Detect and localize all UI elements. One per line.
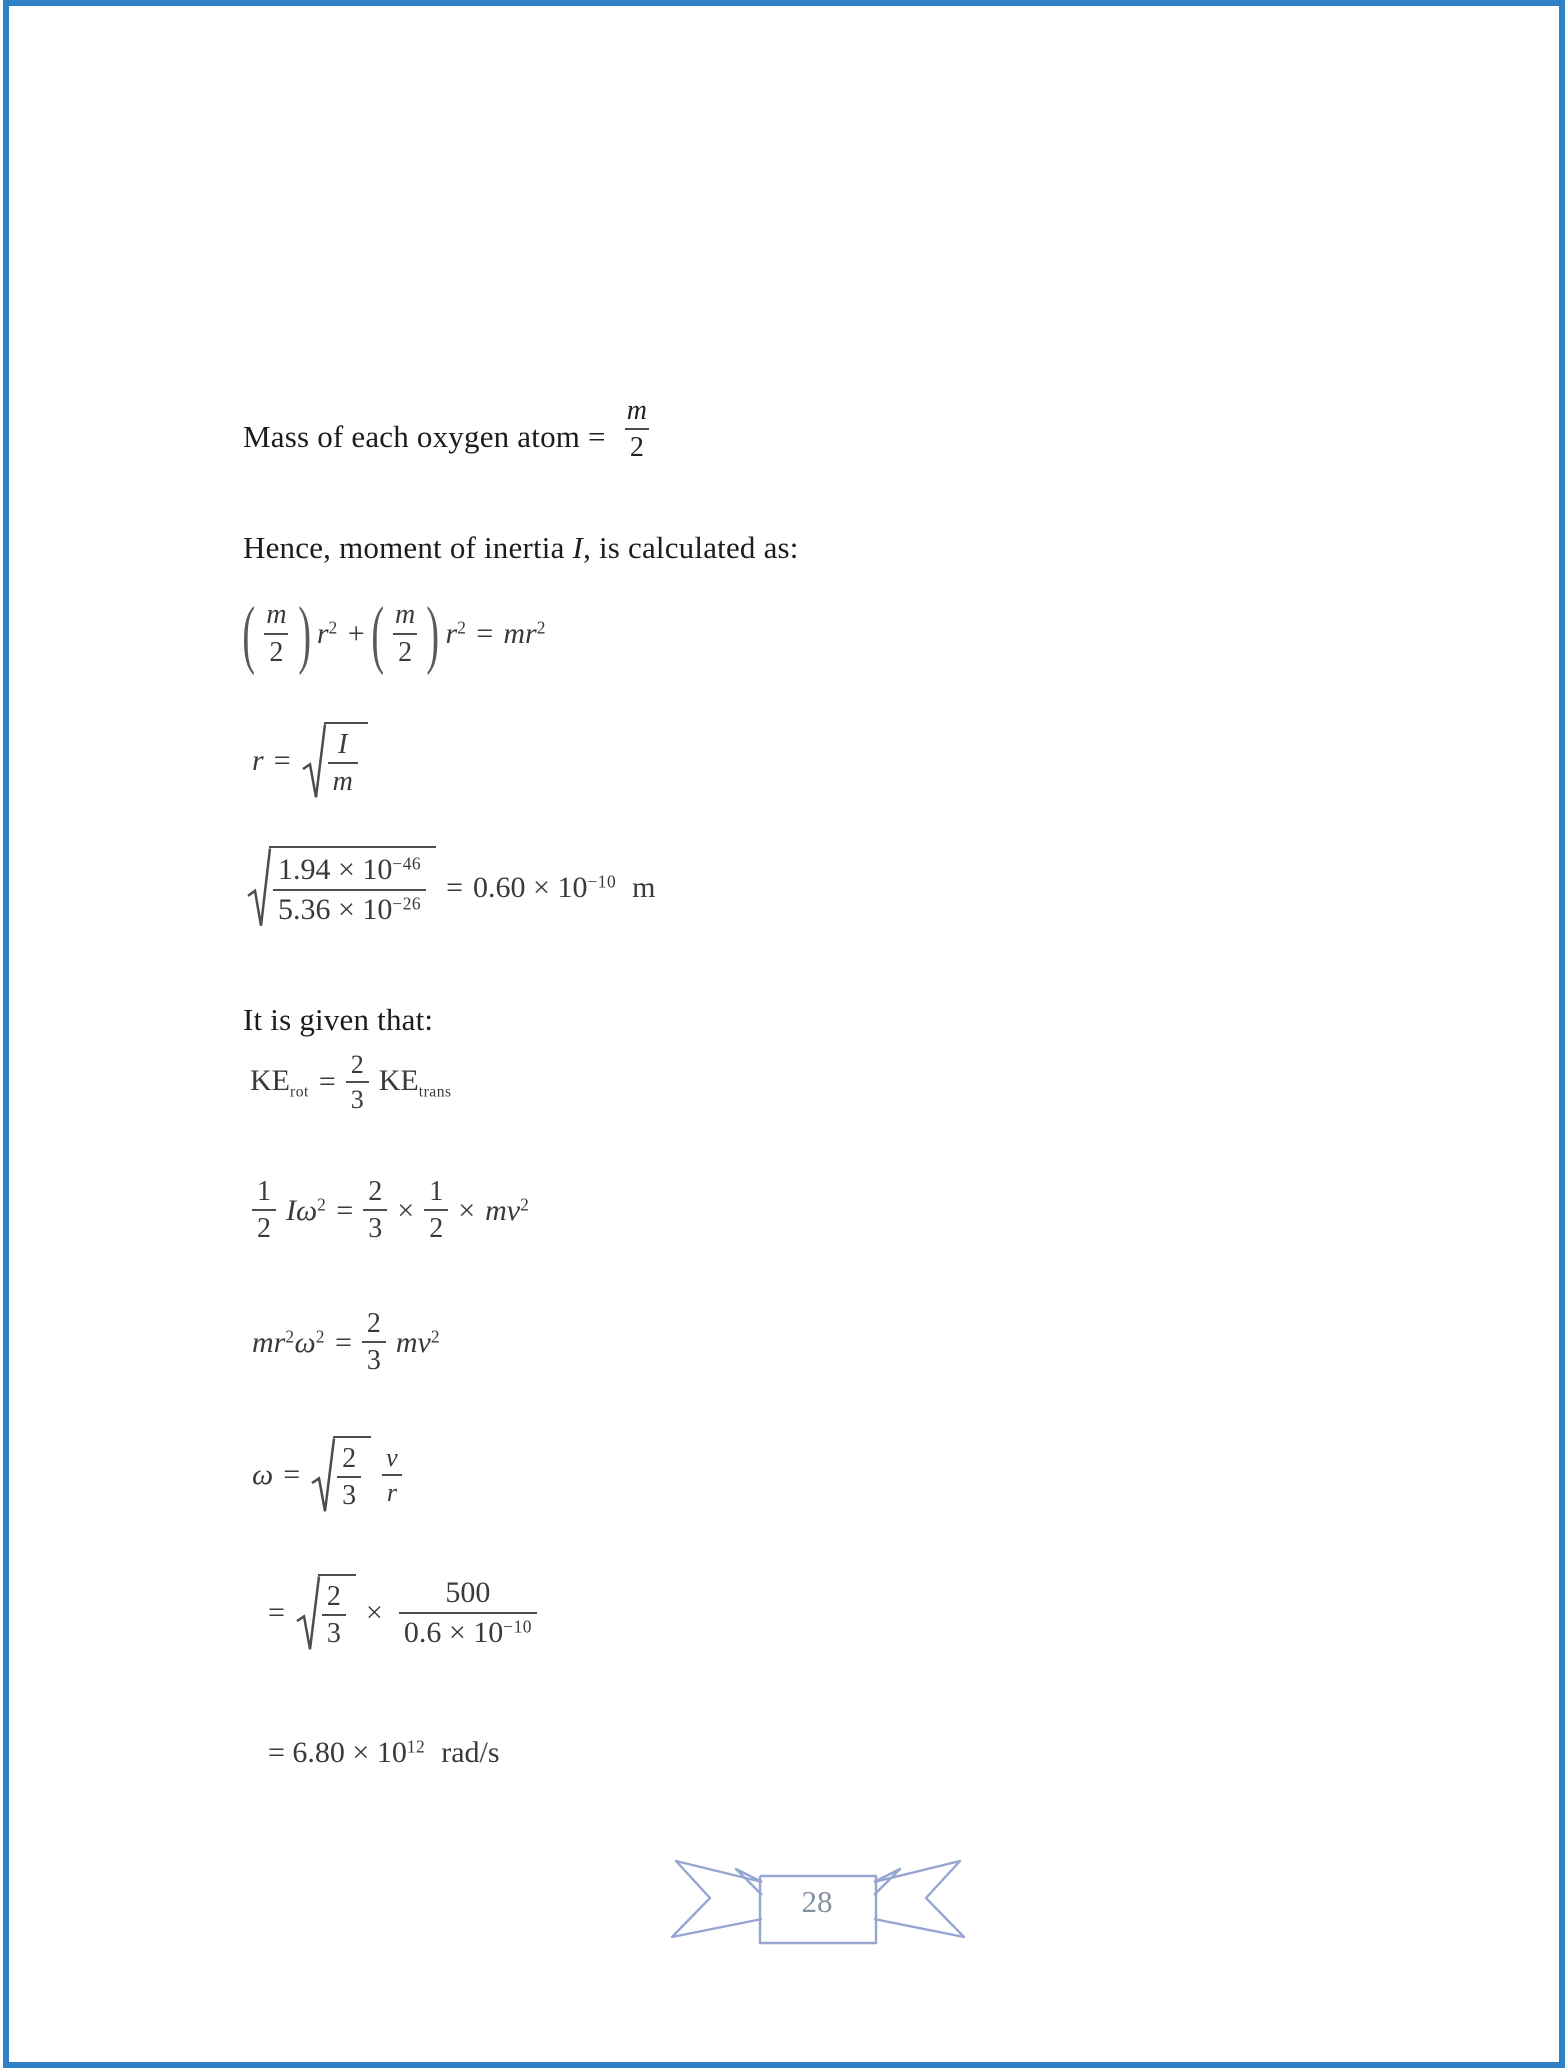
fraction-numerator: 2: [342, 1443, 357, 1474]
ke-rot: [250, 1064, 309, 1102]
exponent: −46: [392, 853, 422, 874]
fraction-numerator: 2: [366, 1308, 381, 1339]
equals-sign: =: [476, 617, 494, 650]
equals-sign: =: [446, 870, 464, 904]
equation-mr-omega: [252, 1308, 440, 1377]
radical-icon: [301, 722, 327, 800]
mv-symbol: mv: [485, 1193, 521, 1227]
right-paren: ): [426, 592, 440, 676]
fraction-numerator: v: [386, 1442, 398, 1472]
fraction-denominator: m: [328, 762, 358, 798]
equation-r: [252, 722, 368, 800]
times-operator: ×: [397, 1193, 415, 1227]
ke-symbol: KE: [378, 1063, 419, 1097]
fraction-2-3: [363, 1176, 387, 1245]
given-line: [243, 1002, 433, 1038]
right-paren: ): [297, 592, 311, 676]
fraction-denominator: 2: [393, 633, 417, 669]
fraction-denominator: 2: [264, 633, 288, 669]
fraction-denominator: 3: [363, 1209, 387, 1245]
fraction-numerator: 1: [257, 1176, 271, 1207]
omega-symbol: ω: [294, 1325, 316, 1359]
square-root: [295, 1574, 356, 1652]
mr-symbol: mr: [503, 617, 537, 650]
equals-sign: =: [334, 1325, 352, 1359]
fraction-values: [273, 853, 426, 927]
unit-meters: m: [632, 870, 656, 904]
fraction-denominator: 3: [346, 1081, 369, 1115]
mv-symbol: mv: [395, 1325, 431, 1359]
square-root: [246, 846, 436, 929]
exponent: 2: [536, 617, 546, 638]
hence-post: , is calculated as:: [583, 530, 799, 565]
left-paren: (: [371, 592, 384, 676]
omega-symbol: ω: [252, 1458, 274, 1492]
fraction-denominator: [399, 1612, 537, 1651]
equals-sign: =: [283, 1458, 301, 1492]
mass-fraction-denominator: 2: [625, 428, 649, 464]
fraction-denominator: 2: [424, 1209, 448, 1245]
square-root: [310, 1436, 371, 1514]
inertia-symbol: I: [572, 530, 584, 565]
page-number: 28: [801, 1884, 833, 1919]
exponent: 2: [317, 1194, 327, 1215]
fraction-numerator: [273, 853, 426, 889]
denominator-base: 5.36 × 10: [278, 892, 393, 926]
exponent: 2: [285, 1326, 295, 1347]
fraction-numerator: 1: [429, 1176, 444, 1207]
fraction-1-2: [424, 1176, 448, 1245]
ke-symbol: KE: [250, 1063, 290, 1097]
fraction-numerator: 500: [445, 1576, 491, 1610]
hence-pre: Hence, moment of inertia: [243, 530, 573, 565]
r-symbol: r: [252, 744, 264, 778]
i-omega-symbol: Iω: [286, 1193, 318, 1227]
left-paren: (: [242, 592, 255, 676]
radical-icon: [310, 1436, 336, 1514]
exponent: 2: [457, 617, 467, 638]
r-squared: [317, 617, 338, 651]
equation-inertia-sum: [242, 592, 546, 676]
equals-sign: =: [273, 744, 291, 778]
fraction-numerator: 2: [326, 1581, 341, 1612]
equation-omega: [252, 1436, 403, 1514]
mv-squared: [485, 1194, 529, 1228]
fraction-2-3: [362, 1308, 386, 1377]
mr-omega-squared: [252, 1326, 325, 1360]
fraction-denominator: [273, 889, 426, 928]
mass-fraction: [622, 395, 652, 464]
fraction-2-3: [346, 1050, 369, 1115]
fraction-v-r: [381, 1443, 403, 1508]
exponent: −26: [392, 892, 422, 913]
fraction-I-m: [328, 729, 358, 798]
result-base: 0.60 × 10: [473, 870, 588, 904]
mass-label: Mass of each oxygen atom =: [243, 418, 606, 454]
equals-sign: =: [336, 1193, 354, 1227]
mass-fraction-numerator: m: [626, 395, 647, 426]
fraction-denominator: 3: [362, 1341, 386, 1377]
result-base: = 6.80 × 10: [268, 1736, 407, 1769]
ke-trans: [379, 1064, 452, 1102]
unit-rad-s: rad/s: [441, 1736, 500, 1769]
equals-sign: =: [318, 1065, 336, 1099]
radicand: [333, 1436, 371, 1514]
fraction-numerator: 2: [350, 1050, 364, 1079]
radical-icon: [246, 846, 272, 929]
radicand: [269, 846, 436, 929]
radical-icon: [295, 1574, 321, 1652]
r-symbol: r: [445, 617, 458, 650]
fraction-denominator: 2: [252, 1209, 276, 1245]
plus-operator: +: [347, 617, 365, 650]
page-number-ribbon: [652, 1848, 982, 1953]
radicand: [324, 722, 368, 800]
square-root: [301, 722, 368, 800]
given-text: It is given that:: [243, 1002, 434, 1037]
mv-squared: [396, 1326, 440, 1360]
result-value: [473, 871, 616, 905]
fraction-2-3: [337, 1443, 361, 1512]
fraction-numerator: m: [394, 599, 416, 631]
page-border: [3, 0, 1565, 2068]
fraction-numerator: 2: [368, 1176, 383, 1207]
mass-line: [243, 395, 652, 471]
fraction-denominator: 3: [337, 1476, 361, 1512]
fraction-m-2: [390, 599, 420, 668]
equation-half-i-omega: [252, 1176, 529, 1245]
exponent: 2: [328, 617, 338, 638]
fraction-numerator: I: [338, 729, 348, 760]
fraction-m-2: [261, 599, 291, 668]
numerator-base: 1.94 × 10: [278, 853, 393, 886]
exponent: −10: [587, 870, 617, 891]
subscript-trans: trans: [418, 1083, 452, 1101]
times-operator: ×: [365, 1596, 383, 1630]
mr-symbol: mr: [252, 1325, 286, 1359]
fraction-denominator: r: [382, 1474, 402, 1508]
mr-squared: [503, 617, 546, 651]
i-omega-squared: [286, 1194, 326, 1228]
fraction-1-2: [252, 1176, 276, 1245]
fraction-numerator: m: [266, 599, 287, 631]
equation-omega-value: [268, 1574, 537, 1652]
fraction-2-3: [322, 1581, 346, 1650]
exponent: 12: [406, 1736, 426, 1757]
radicand: [318, 1574, 356, 1652]
denominator-base: 0.6 × 10: [403, 1615, 504, 1649]
subscript-rot: rot: [290, 1083, 309, 1101]
exponent: 2: [315, 1326, 325, 1347]
fraction-denominator: 3: [322, 1614, 346, 1650]
fraction-500: [399, 1576, 537, 1650]
result-value: [268, 1736, 425, 1770]
equation-result: [268, 1736, 500, 1770]
equation-ke: [250, 1050, 452, 1115]
times-operator: ×: [458, 1193, 476, 1227]
equals-sign: =: [268, 1596, 285, 1630]
r-squared: [446, 617, 467, 651]
equation-r-value: [246, 846, 656, 929]
hence-line: [243, 530, 799, 566]
exponent: 2: [430, 1326, 441, 1347]
exponent: −10: [503, 1616, 532, 1637]
r-symbol: r: [316, 617, 329, 650]
exponent: 2: [520, 1194, 530, 1215]
